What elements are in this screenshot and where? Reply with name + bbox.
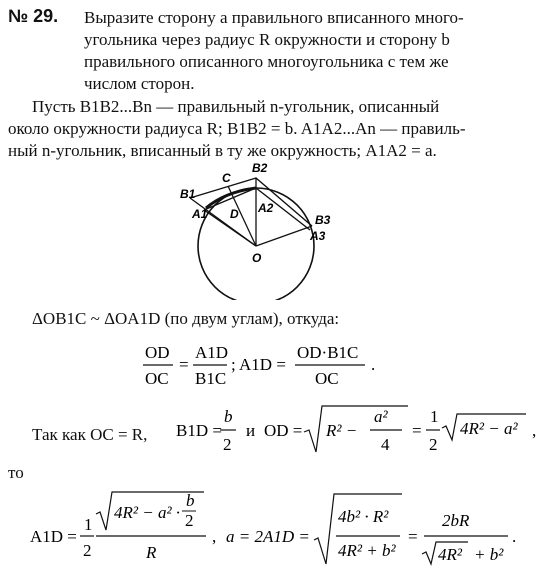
label-b3: B3 xyxy=(315,213,331,227)
label-b1: B1 xyxy=(180,187,196,201)
problem-line-4: числом сторон. xyxy=(84,74,195,93)
f3-inner-den: 2 xyxy=(185,511,194,530)
and-label: и xyxy=(246,421,256,440)
inscribed-polygon xyxy=(204,188,310,230)
f3-comma: , xyxy=(212,527,217,546)
f2-frac-num: b xyxy=(224,407,233,426)
so-label: Так как OC = R, xyxy=(32,425,148,444)
label-a1: A1 xyxy=(192,207,208,221)
f3-den: R xyxy=(146,543,157,562)
solution-line-2: около окружности радиуса R; B1B2 = b. A1A2...An — правиль- xyxy=(8,119,466,138)
f3-last-den-tail: + b² xyxy=(474,545,504,564)
formula-3 xyxy=(8,490,548,570)
f2-rad: R² − xyxy=(326,421,358,440)
f1-right-num: A1D xyxy=(195,343,229,362)
f1-end: . xyxy=(371,355,376,374)
f2-eq: = xyxy=(412,421,422,440)
formula-2 xyxy=(176,400,548,462)
f3-a-eq: a = 2A1D = xyxy=(226,527,310,546)
f2-end: , xyxy=(532,421,537,440)
label-o: O xyxy=(252,251,262,265)
segment-ob3 xyxy=(256,226,312,246)
f2-half-num: 1 xyxy=(430,407,439,426)
f2-b1d: B1D = xyxy=(176,421,222,440)
f3-inner-num: b xyxy=(186,491,195,510)
f1-r-den: OC xyxy=(315,369,339,388)
f3-end: . xyxy=(512,527,517,546)
geometry-figure xyxy=(170,160,350,300)
f1-right-den: B1C xyxy=(195,369,227,388)
f3-inner: 4R² − a² · xyxy=(114,503,181,522)
f2-a2: a² xyxy=(374,407,388,426)
f1-eq: = xyxy=(179,355,189,374)
f3-last-num: 2bR xyxy=(442,511,470,530)
solution-line-3: ный n-угольник, вписанный в ту же окружность; A1A2 = a. xyxy=(8,141,437,160)
label-c: C xyxy=(222,171,231,185)
f3-last-den-rad: 4R² xyxy=(438,545,462,564)
f2-od: OD = xyxy=(264,421,303,440)
f3-half-den: 2 xyxy=(83,541,92,560)
problem-line-3: правильного описанного многоугольника с тем же xyxy=(84,52,449,71)
label-b2: B2 xyxy=(252,161,268,175)
f2-frac-den: 2 xyxy=(223,435,232,454)
f1-left-num: OD xyxy=(145,343,170,362)
label-a2: A2 xyxy=(258,201,274,215)
f1-r-num: OD·B1C xyxy=(297,343,359,362)
then-label: то xyxy=(8,463,24,482)
f3-eq2: = xyxy=(408,527,418,546)
f2-4: 4 xyxy=(381,435,390,454)
f1-tail: ; A1D = xyxy=(231,355,286,374)
f3-a1d: A1D = xyxy=(30,527,77,546)
f3-half-num: 1 xyxy=(84,515,93,534)
problem-line-2: угольника через радиус R окружности и сторону b xyxy=(84,30,450,49)
f3-big-den: 4R² + b² xyxy=(338,541,396,560)
similar-line: ΔOB1C ~ ΔOA1D (по двум углам), откуда: xyxy=(32,309,340,328)
formula-1 xyxy=(135,340,395,392)
label-d: D xyxy=(230,207,239,221)
f3-big-num: 4b² · R² xyxy=(338,507,389,526)
f1-left-den: OC xyxy=(145,369,169,388)
f2-rad2: 4R² − a² xyxy=(460,419,518,438)
label-a3: A3 xyxy=(310,229,326,243)
f2-half-den: 2 xyxy=(429,435,438,454)
solution-line-1: Пусть B1B2...Bn — правильный n-угольник, описанный xyxy=(32,97,440,116)
problem-number: № 29. xyxy=(8,6,59,26)
problem-line-1: Выразите сторону a правильного вписанного много- xyxy=(84,8,464,27)
